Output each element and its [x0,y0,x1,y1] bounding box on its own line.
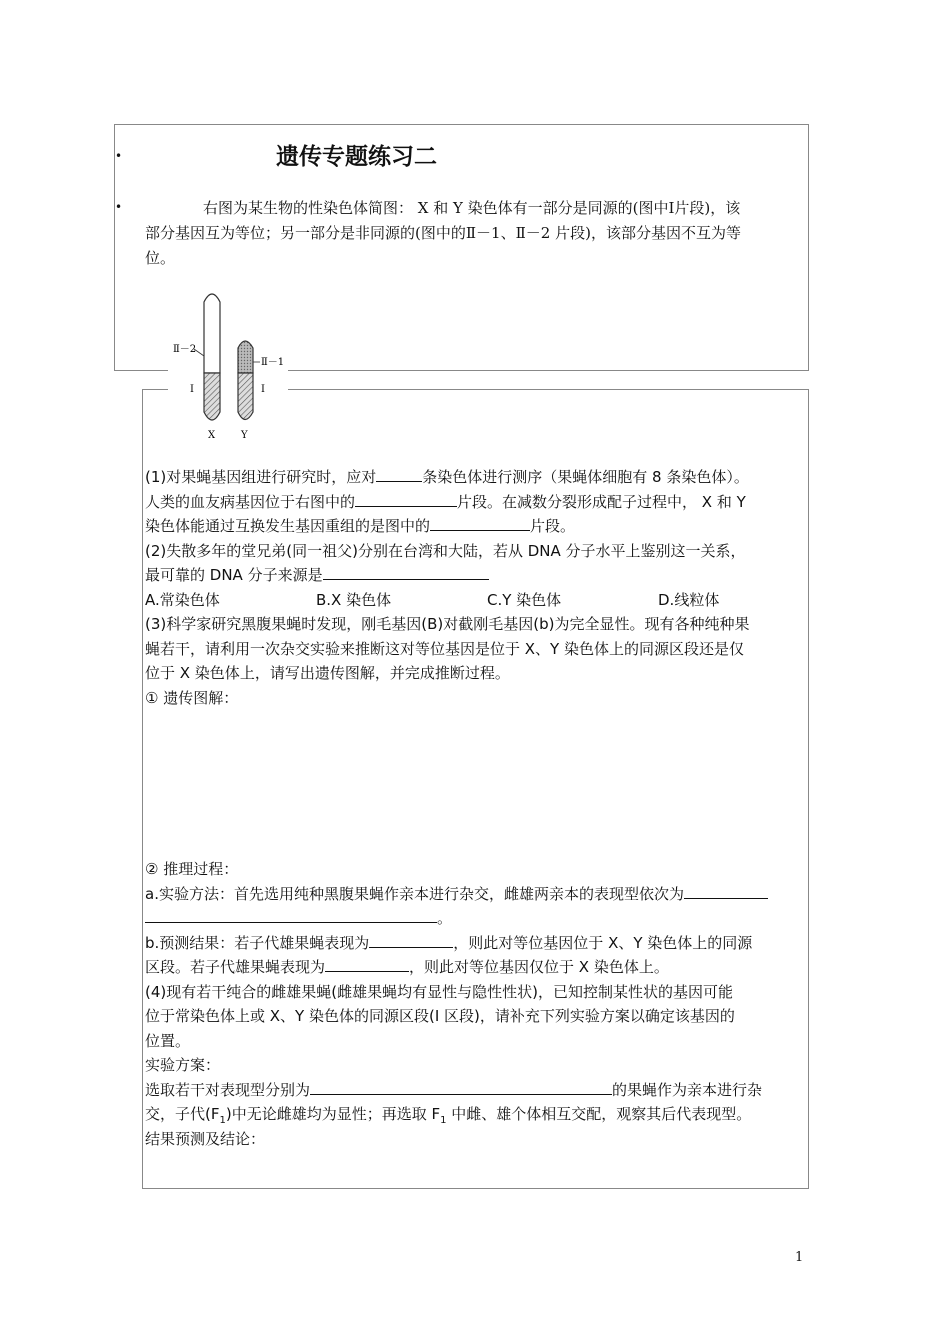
q2-options [145,588,807,613]
answer-blank[interactable] [376,466,422,482]
label-i-left: Ⅰ [190,384,194,395]
answer-blank[interactable] [684,883,768,899]
answer-blank[interactable] [355,491,457,507]
q1-line2: 人类的血友病基因位于右图中的 片段。在减数分裂形成配子过程中， X 和 Y [145,492,746,511]
reasoning-label: ② 推理过程： [145,860,239,878]
intro-paragraph [145,196,807,271]
q1-line3: 染色体能通过互换发生基因重组的是图中的 片段。 [145,517,576,535]
q3-line1: (3)科学家研究黑腹果蝇时发现，刚毛基因(B)对截刚毛基因(b)为完全显性。现有各种纯种果 [145,615,750,633]
label-ii-2: Ⅱ－2 [173,344,197,355]
answer-blank[interactable] [369,932,453,948]
method-line: a.实验方法：首先选用纯种黑腹果蝇作亲本进行杂交，雌雄两亲本的表现型依次为 [145,882,807,907]
diagram-answer-space[interactable] [145,710,807,857]
q3-line3: 位于 X 染色体上，请写出遗传图解，并完成推断过程。 [145,664,510,682]
question-body [145,465,807,1151]
intro-line: 位。 [145,249,176,267]
prediction-line1: b.预测结果：若子代雄果蝇表现为 ，则此对等位基因位于 X、Y 染色体上的同源 [145,933,753,952]
plan-line2: 交，子代$(F_1)$中无论雌雄均为显性；再选取 $F_1$ 中雌、雄个体相互交配，观察其后代表现型。 [145,1105,752,1126]
answer-blank[interactable] [325,956,409,972]
answer-blank[interactable] [145,907,437,923]
q4-line2: 位于常染色体上或 X、Y 染色体的同源区段(Ⅰ 区段)，请补充下列实验方案以确定该基因的 [145,1007,735,1025]
q2-line1: (2)失散多年的堂兄弟(同一祖父)分别在台湾和大陆，若从 DNA 分子水平上鉴别这一关系， [145,541,746,560]
intro-line: 部分基因互为等位；另一部分是非同源的(图中的Ⅱ－1、Ⅱ－2 片段)，该部分基因不互为等 [145,224,741,242]
answer-blank[interactable] [323,564,489,580]
bullet: • [115,200,123,214]
bullet: • [115,149,123,163]
page-title: 遗传专题练习二 [276,143,437,170]
page-number: 1 [795,1250,804,1265]
prediction-line2: 区段。若子代雄果蝇表现为 ，则此对等位基因仅位于 X 染色体上。 [145,958,669,976]
answer-blank[interactable] [310,1079,612,1095]
answer-blank[interactable] [430,515,530,531]
y-chromosome [238,341,253,420]
plan-line1: 选取若干对表现型分别为 的果蝇作为亲本进行杂 [145,1080,763,1099]
q4-line1: (4)现有若干纯合的雌雄果蝇(雌雄果蝇均有显性与隐性性状)，已知控制某性状的基因可能 [145,982,733,1001]
diagram-label: ① 遗传图解： [145,688,239,707]
label-ii-1: Ⅱ－1 [261,357,285,368]
q4-line3: 位置。 [145,1031,191,1050]
plan-label: 实验方案： [145,1056,221,1074]
x-chromosome [204,294,220,420]
method-line2: 。 [145,906,807,931]
chromosome-diagram [168,290,288,446]
chromosome-figure [168,290,288,446]
label-i-right: Ⅰ [261,384,265,395]
option-d[interactable]: D.线粒体 [658,590,720,609]
q2-line2: 最可靠的 DNA 分子来源是 [145,563,807,588]
intro-line: 右图为某生物的性染色体简图： X 和 Y 染色体有一部分是同源的(图中Ⅰ片段)，该 [203,199,741,217]
option-b[interactable]: B.X 染色体 [316,590,392,609]
q3-line2: 蝇若干，请利用一次杂交实验来推断这对等位基因是位于 X、Y 染色体上的同源区段还是仅 [145,639,744,658]
label-y: Y [241,430,248,441]
result-label: 结果预测及结论： [145,1129,266,1148]
option-a[interactable]: A.常染色体 [145,590,220,609]
label-x: X [208,430,216,441]
option-c[interactable]: C.Y 染色体 [487,590,562,609]
q1-line1: (1)对果蝇基因组进行研究时，应对 条染色体进行测序（果蝇体细胞有 8 条染色体）。 [145,468,749,486]
